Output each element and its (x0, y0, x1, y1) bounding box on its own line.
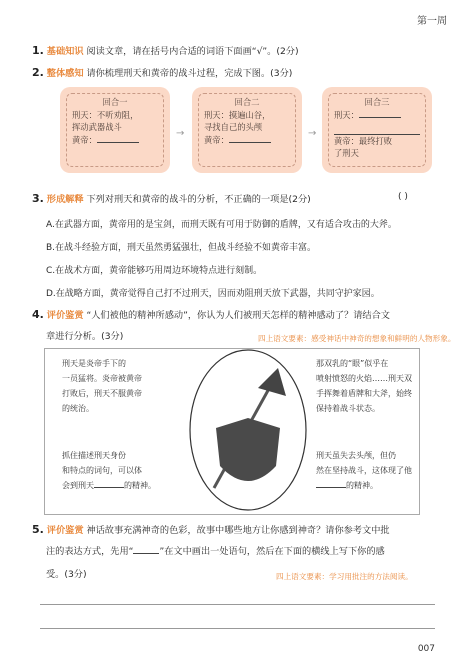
q5-text-line2: 注的表达方式，先用“ ”在文中画出一处语句，然后在下面的横线上写下你的感 (46, 546, 385, 557)
question-2 (32, 66, 447, 80)
shield-icon (216, 418, 280, 481)
q5-text-line3: 受。(3分) (46, 569, 87, 580)
card-line: 寻找自己的头颅 (204, 122, 263, 132)
bubble-bottom-left: 抓住描述刑天身份 和特点的词句，可以体 会到刑天 的精神。 (62, 451, 156, 490)
arrow-icon: → (176, 128, 185, 139)
card-line: 刑天： (334, 109, 420, 122)
card-line (334, 121, 420, 135)
bubble-top-right: 那双乳的“眼”似乎在 喷射愤怒的火焰……刑天双 手挥舞着盾牌和大斧，始终 保持着战斗状态。 (316, 359, 412, 413)
q5-number: 5. (32, 523, 44, 536)
card-line: 挥动武器战斗 (72, 122, 122, 132)
q1-number: 1. (32, 44, 44, 57)
q1-tag: 基础知识 (46, 46, 84, 57)
option-d[interactable]: D.在战略方面，黄帝觉得自己打不过刑天，因而劝阻刑天放下武器，共同守护家园。 (46, 289, 380, 299)
arrow-icon: → (308, 128, 317, 139)
axe-head (258, 368, 286, 396)
q2-text: 请你梳理刑天和黄帝的战斗过程，完成下图。(3分) (86, 68, 293, 79)
bubble-bottom-right: 刑天虽失去头颅，但仍 然在坚持战斗，这体现了他 的精神。 (316, 451, 412, 490)
q5-text: 神话故事充满神奇的色彩，故事中哪些地方让你感到神奇？请你参考文中批 (86, 525, 390, 536)
answer-paren[interactable]: ( ) (398, 192, 408, 202)
card-line: 黄帝：最终打败 (334, 135, 393, 146)
card-line: 了刑天 (334, 148, 359, 158)
option-b[interactable]: B.在战斗经验方面，刑天虽然勇猛强壮，但战斗经验不如黄帝丰富。 (46, 243, 317, 253)
q3-tag: 形成解释 (46, 194, 84, 205)
answer-line[interactable] (40, 628, 435, 629)
q4-text: “人们被他的精神所感动”，你认为人们被刑天怎样的精神感动了？请结合文 (86, 310, 390, 321)
q5-note: 四上语文要素：学习用批注的方法阅读。 (276, 572, 413, 581)
round-two-card (192, 87, 302, 173)
round-three-card (322, 87, 432, 173)
q5-tag: 评价鉴赏 (46, 525, 84, 536)
question-4 (32, 308, 447, 322)
q4-text-cont: 章进行分析。(3分) (46, 331, 124, 342)
week-label: 第一周 (417, 16, 447, 27)
q4-tag: 评价鉴赏 (46, 310, 84, 321)
card-line: 黄帝： (72, 134, 158, 147)
round-one-card (60, 87, 170, 173)
question-3 (32, 192, 447, 206)
bubble-top-left: 刑天是炎帝手下的 一员猛将。炎帝被黄帝 打败后，刑天不服黄帝 的统治。 (62, 359, 142, 413)
question-1 (32, 44, 447, 58)
q4-note: 四上语文要素：感受神话中神奇的想象和鲜明的人物形象。 (258, 334, 456, 343)
card-line: 刑天：摸遍山谷， (204, 109, 271, 120)
card-line: 黄帝： (204, 134, 290, 147)
answer-line[interactable] (40, 604, 435, 605)
q1-text: 阅读文章，请在括号内合适的词语下面画“√”。(2分) (86, 46, 299, 57)
q3-text: 下列对刑天和黄帝的战斗的分析，不正确的一项是(2分) (86, 194, 311, 205)
card-line: 刑天：不听劝阻， (72, 109, 139, 120)
q4-number: 4. (32, 308, 44, 321)
card-title: 回合一 (102, 97, 128, 107)
card-title: 回合三 (364, 97, 390, 107)
card-title: 回合二 (234, 97, 260, 107)
option-a[interactable]: A.在武器方面，黄帝用的是宝剑，而刑天既有可用于防御的盾牌，又有适合攻击的大斧。 (46, 220, 397, 230)
illustration-svg (186, 348, 310, 513)
q2-tag: 整体感知 (46, 68, 84, 79)
q3-number: 3. (32, 192, 44, 205)
question-5 (32, 523, 447, 537)
page-number: 007 (417, 644, 435, 654)
option-c[interactable]: C.在战术方面，黄帝能够巧用周边环境特点进行刻制。 (46, 266, 263, 276)
q2-number: 2. (32, 66, 44, 79)
